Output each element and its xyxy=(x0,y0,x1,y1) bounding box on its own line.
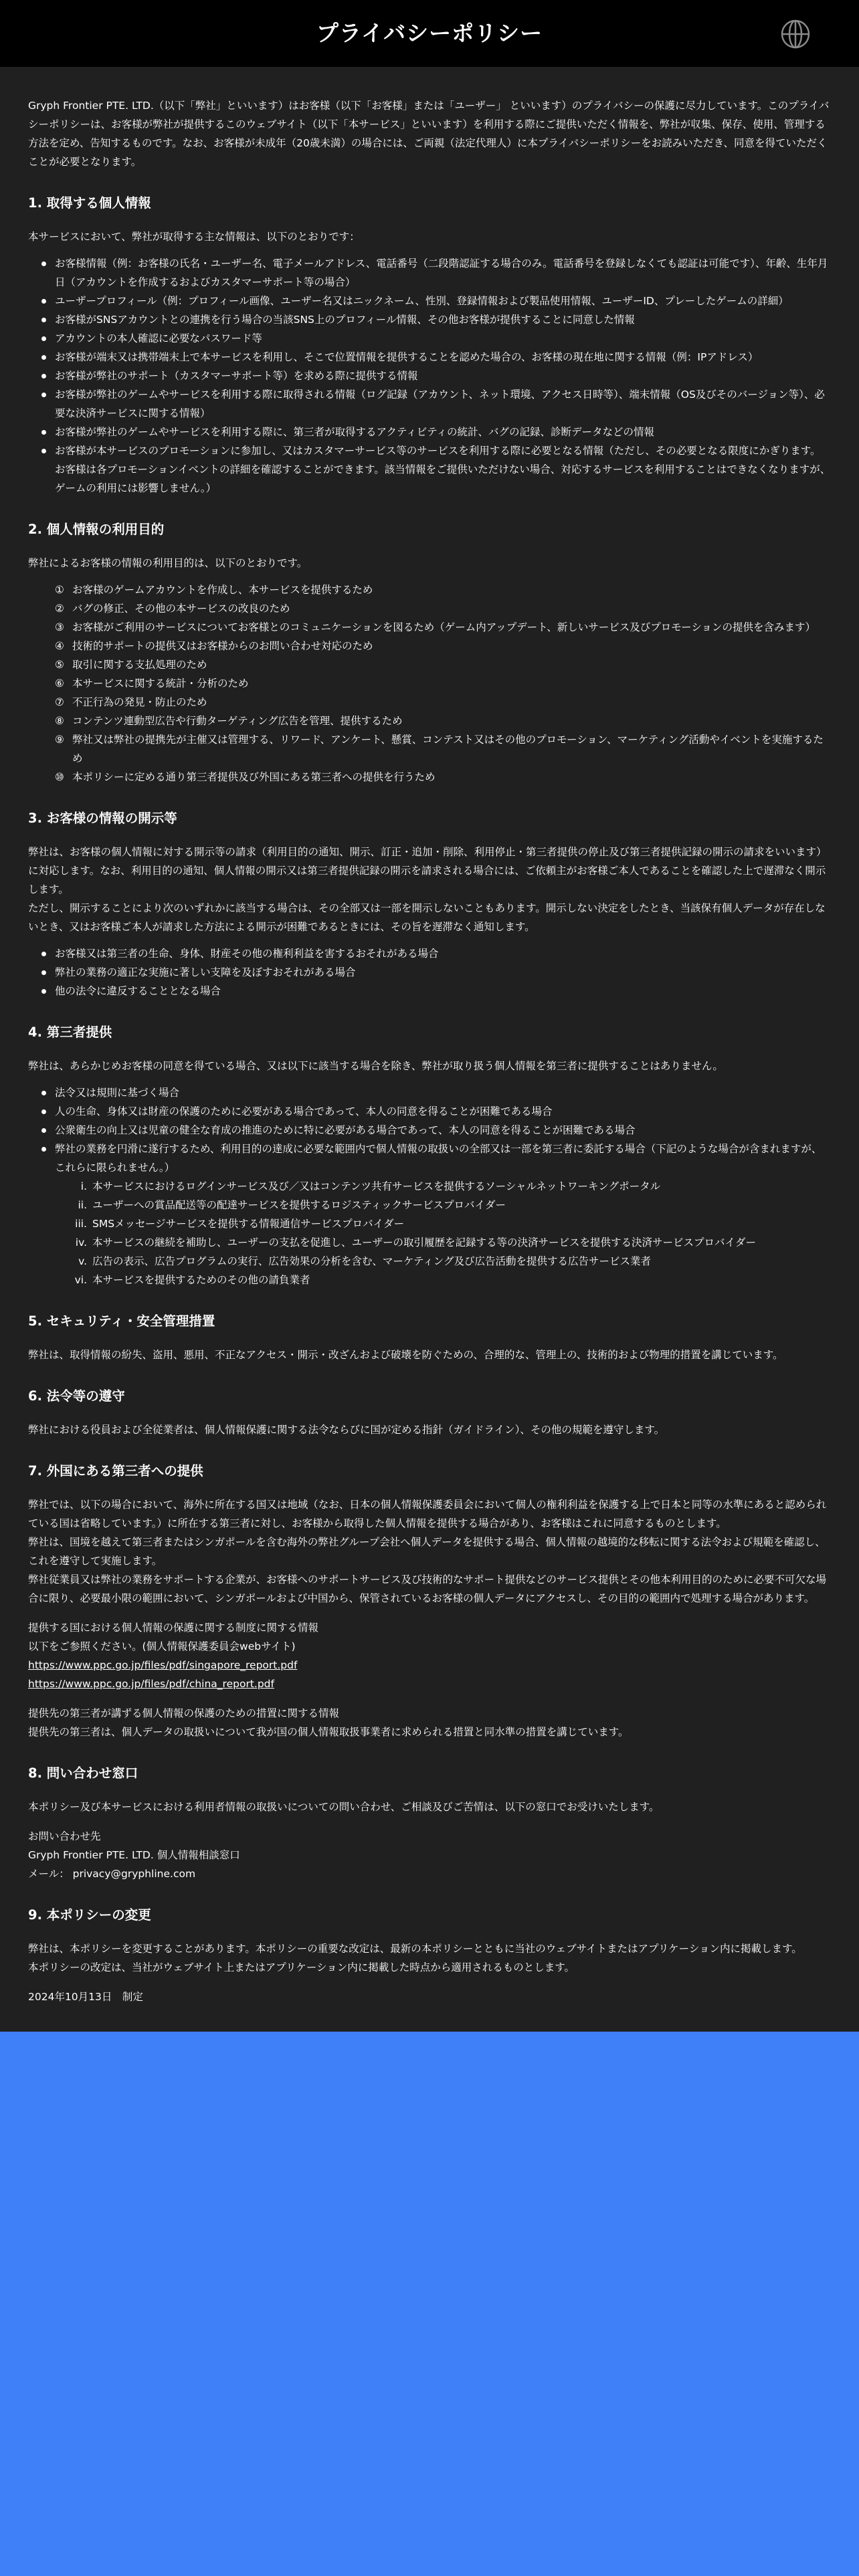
list-item: お客様が弊社のゲームやサービスを利用する際に、第三者が取得するアクティビティの統計、バグの記録、診断データなどの情報 xyxy=(55,423,831,441)
list-item xyxy=(55,1252,831,1271)
list-item: アカウントの本人確認に必要なパスワード等 xyxy=(55,329,831,348)
contact-company: Gryph Frontier PTE. LTD. 個人情報相談窓口 xyxy=(28,1849,240,1861)
list-marker: ① xyxy=(55,584,64,596)
list-item xyxy=(55,768,831,786)
list-item: お客様が弊社のゲームやサービスを利用する際に取得される情報（ログ記録（アカウント、ネット環境、アクセス日時等）、端末情報（OS及びそのバージョン等）、必要な決済サービスに関する情報） xyxy=(55,385,831,423)
section-7-paragraph: 提供先の第三者は、個人データの取扱いについて我が国の個人情報取扱事業者に求められる措置と同水準の措置を講じています。 xyxy=(28,1726,629,1738)
section-4-lead: 弊社は、あらかじめお客様の同意を得ている場合、又は以下に該当する場合を除き、弊社が取り扱う個人情報を第三者に提供することはありません。 xyxy=(28,1060,723,1072)
section-heading-8: 8. 問い合わせ窓口 xyxy=(28,1765,138,1781)
list-item-text: ユーザーへの賞品配送等の配達サービスを提供するロジスティックサービスプロバイダー xyxy=(92,1199,506,1211)
list-item-text: バグの修正、その他の本サービスの改良のため xyxy=(72,603,290,615)
list-item-text: 取引に関する支払処理のため xyxy=(72,659,207,671)
section-3-list xyxy=(28,944,831,1000)
section-5-text: 弊社は、取得情報の紛失、盗用、悪用、不正なアクセス・開示・改ざんおよび破壊を防ぐための、合理的な、管理上の、技術的および物理的措置を講じています。 xyxy=(28,1349,783,1361)
list-item: お客様又は第三者の生命、身体、財産その他の権利利益を害するおそれがある場合 xyxy=(55,944,831,963)
contact-label: お問い合わせ先 xyxy=(28,1830,101,1842)
section-heading-5: 5. セキュリティ・安全管理措置 xyxy=(28,1313,215,1329)
list-item-text: お客様のゲームアカウントを作成し、本サービスを提供するため xyxy=(72,584,373,596)
list-item-text: 本サービスを提供するためのその他の請負業者 xyxy=(92,1274,310,1286)
list-marker: v. xyxy=(78,1255,87,1267)
list-item xyxy=(55,1233,831,1252)
list-marker: vi. xyxy=(74,1274,87,1286)
section-7-paragraph: 提供する国における個人情報の保護に関する制度に関する情報 xyxy=(28,1622,319,1634)
globe-icon[interactable] xyxy=(780,19,811,49)
list-marker: ③ xyxy=(55,621,64,633)
list-item: 法令又は規則に基づく場合 xyxy=(55,1083,831,1102)
list-item xyxy=(55,1271,831,1289)
list-item: 弊社の業務の適正な実施に著しい支障を及ぼすおそれがある場合 xyxy=(55,963,831,982)
list-marker: ii. xyxy=(78,1199,87,1211)
list-item xyxy=(55,674,831,693)
section-9-paragraph: 本ポリシーの改定は、当社がウェブサイト上またはアプリケーション内に掲載した時点から適用されるものとします。 xyxy=(28,1961,575,1973)
list-item: 弊社の業務を円滑に遂行するため、利用目的の達成に必要な範囲内で個人情報の取扱いの全部又は一部を第三者に委託する場合（下記のような場合が含まれますが、これらに限られません。） xyxy=(55,1140,831,1177)
section-heading-2: 2. 個人情報の利用目的 xyxy=(28,522,165,537)
singapore-report-link[interactable]: https://www.ppc.go.jp/files/pdf/singapore_report.pdf xyxy=(28,1659,298,1671)
list-item xyxy=(55,1214,831,1233)
list-item-text: お客様がご利用のサービスについてお客様とのコミュニケーションを図るため（ゲーム内アップデート、新しいサービス及びプロモーションの提供を含みます） xyxy=(72,621,816,633)
list-item: ユーザープロフィール（例：プロフィール画像、ユーザー名又はニックネーム、性別、登録情報および製品使用情報、ユーザーID、プレーしたゲームの詳細） xyxy=(55,292,831,310)
list-item: お客様が弊社のサポート（カスタマーサポート等）を求める際に提供する情報 xyxy=(55,366,831,385)
list-marker: ② xyxy=(55,603,64,615)
list-item xyxy=(55,730,831,768)
enacted-date: 2024年10月13日 制定 xyxy=(28,1991,143,2003)
list-item-text: 不正行為の発見・防止のため xyxy=(72,696,207,708)
section-9-paragraph: 弊社は、本ポリシーを変更することがあります。本ポリシーの重要な改定は、最新の本ポリシーとともに当社のウェブサイトまたはアプリケーション内に掲載します。 xyxy=(28,1943,802,1955)
list-item: 人の生命、身体又は財産の保護のために必要がある場合であって、本人の同意を得ることが困難である場合 xyxy=(55,1102,831,1121)
list-marker: ⑦ xyxy=(55,696,64,708)
list-item-text: SMSメッセージサービスを提供する情報通信サービスプロバイダー xyxy=(92,1218,405,1230)
policy-content xyxy=(0,67,859,2032)
section-7-paragraph: 弊社は、国境を越えて第三者またはシンガポールを含む海外の弊社グループ会社へ個人データを提供する場合、個人情報の越境的な移転に関する法令および規範を確認し、これを遵守して実施します。 xyxy=(28,1536,826,1567)
section-heading-3: 3. お客様の情報の開示等 xyxy=(28,811,177,826)
list-item-text: 本サービスに関する統計・分析のため xyxy=(72,677,249,689)
section-heading-9: 9. 本ポリシーの変更 xyxy=(28,1907,151,1923)
intro-text: Gryph Frontier PTE. LTD.（以下「弊社」といいます）はお客様（以下「お客様」または「ユーザー」 といいます）のプライバシーの保護に尽力しています。このプライバシーポリシーは、お客様が弊社が提供するこのウェブサイト（以下「本サービス」といいます）を利用する際にご提供いただく情報を、弊社が収集、保存、使用、管理する方法を定め、告知するものです。なお、お客様が未成年（20歳未満）の場合には、ご両親（法定代理人）に本プライバシーポリシーをお読みいただき、同意を得ていただくことが必要となります。 xyxy=(28,100,830,168)
section-1-list xyxy=(28,254,831,498)
list-item: 公衆衛生の向上又は児童の健全な育成の推進のために特に必要がある場合であって、本人の同意を得ることが困難である場合 xyxy=(55,1121,831,1140)
section-6-text: 弊社における役員および全従業者は、個人情報保護に関する法令ならびに国が定める指針（ガイドライン）、その他の規範を遵守します。 xyxy=(28,1424,665,1436)
section-2-lead: 弊社によるお客様の情報の利用目的は、以下のとおりです。 xyxy=(28,557,308,569)
list-marker: iii. xyxy=(75,1218,87,1230)
section-7-paragraph: 弊社では、以下の場合において、海外に所在する国又は地域（なお、日本の個人情報保護委員会において個人の権利利益を保護する上で日本と同等の水準にあると認められている国は省略しています。）に所在する第三者に対し、お客様から取得した個人情報を提供する場合があり、お客様はこれに同意するものとします。 xyxy=(28,1499,827,1529)
list-item-text: 弊社又は弊社の提携先が主催又は管理する、リワード、アンケート、懸賞、コンテスト又はその他のプロモーション、マーケティング活動やイベントを実施するため xyxy=(72,734,824,764)
section-8-text: 本ポリシー及び本サービスにおける利用者情報の取扱いについての問い合わせ、ご相談及びご苦情は、以下の窓口でお受けいたします。 xyxy=(28,1801,660,1813)
list-marker: i. xyxy=(80,1180,87,1192)
list-marker: ⑥ xyxy=(55,677,64,689)
list-item xyxy=(55,618,831,637)
contact-email: メール： privacy@gryphline.com xyxy=(28,1868,196,1880)
list-item-text: 技術的サポートの提供又はお客様からのお問い合わせ対応のため xyxy=(72,640,373,652)
page-header xyxy=(0,0,859,67)
section-7-paragraph: 弊社従業員又は弊社の業務をサポートする企業が、お客様へのサポートサービス及び技術的なサポート提供などのサービス提供とその他本利用目的のために必要不可欠な場合に限り、必要最小限の範囲において、シンガポールおよび中国から、保管されているお客様の個人データにアクセスし、その目的の範囲内で処理する場合があります。 xyxy=(28,1574,827,1604)
section-3-paragraph: 弊社は、お客様の個人情報に対する開示等の請求（利用目的の通知、開示、訂正・追加・削除、利用停止・第三者提供の停止及び第三者提供記録の開示の請求をいいます）に対応します。なお、利用目的の通知、個人情報の開示又は第三者提供記録の開示を請求される場合には、ご依頼主がお客様ご本人であることを確認した上で遅滞なく開示します。 xyxy=(28,846,827,895)
section-heading-1: 1. 取得する個人情報 xyxy=(28,195,151,211)
list-marker: ⑩ xyxy=(55,771,64,783)
section-4-list xyxy=(28,1083,831,1177)
list-item: お客様情報（例：お客様の氏名・ユーザー名、電子メールアドレス、電話番号（二段階認証する場合のみ。電話番号を登録しなくても認証は可能です）、年齢、生年月日（アカウントを作成するおよびカスタマーサポート等の場合） xyxy=(55,254,831,292)
list-item: 他の法令に違反することとなる場合 xyxy=(55,982,831,1000)
list-marker: ⑧ xyxy=(55,715,64,727)
section-1-lead: 本サービスにおいて、弊社が取得する主な情報は、以下のとおりです： xyxy=(28,231,360,243)
list-item: お客様が本サービスのプロモーションに参加し、又はカスタマーサービス等のサービスを利用する際に必要となる情報（ただし、その必要となる限度にかぎります。お客様は各プロモーションイベントの詳細を確認することができます。該当情報をご提供いただけない場合、対応するサービスを利用することはできなくなりますが、ゲームの利用には影響しません。） xyxy=(55,441,831,498)
list-item xyxy=(55,1177,831,1196)
section-2-list xyxy=(28,580,831,786)
list-item-text: コンテンツ連動型広告や行動ターゲティング広告を管理、提供するため xyxy=(72,715,403,727)
list-item xyxy=(55,599,831,618)
section-7-paragraph: 提供先の第三者が講ずる個人情報の保護のための措置に関する情報 xyxy=(28,1707,340,1719)
list-item xyxy=(55,655,831,674)
list-item xyxy=(55,1196,831,1214)
china-report-link[interactable]: https://www.ppc.go.jp/files/pdf/china_report.pdf xyxy=(28,1678,274,1690)
list-item: お客様が端末又は携帯端末上で本サービスを利用し、そこで位置情報を提供することを認めた場合の、お客様の現在地に関する情報（例：IPアドレス） xyxy=(55,348,831,366)
list-item xyxy=(55,637,831,655)
list-item xyxy=(55,712,831,730)
list-item-text: 本ポリシーに定める通り第三者提供及び外国にある第三者への提供を行うため xyxy=(72,771,436,783)
list-marker: ⑨ xyxy=(55,734,64,746)
section-heading-6: 6. 法令等の遵守 xyxy=(28,1388,125,1404)
section-7-paragraph: 以下をご参照ください。(個人情報保護委員会webサイト) xyxy=(28,1640,296,1652)
section-heading-7: 7. 外国にある第三者への提供 xyxy=(28,1463,203,1479)
list-item-text: 本サービスにおけるログインサービス及び／又はコンテンツ共有サービスを提供するソーシャルネットワーキングポータル xyxy=(92,1180,661,1192)
list-item-text: 広告の表示、広告プログラムの実行、広告効果の分析を含む、マーケティング及び広告活動を提供する広告サービス業者 xyxy=(92,1255,651,1267)
list-marker: ⑤ xyxy=(55,659,64,671)
section-4-sublist xyxy=(28,1177,831,1289)
list-item xyxy=(55,580,831,599)
list-item xyxy=(55,693,831,712)
page-title: プライバシーポリシー xyxy=(316,20,543,46)
list-item-text: 本サービスの継続を補助し、ユーザーの支払を促進し、ユーザーの取引履歴を記録する等の決済サービスを提供する決済サービスプロバイダー xyxy=(92,1237,757,1249)
list-item: お客様がSNSアカウントとの連携を行う場合の当該SNS上のプロフィール情報、その他お客様が提供することに同意した情報 xyxy=(55,310,831,329)
list-marker: ④ xyxy=(55,640,64,652)
list-marker: iv. xyxy=(75,1237,87,1249)
section-heading-4: 4. 第三者提供 xyxy=(28,1025,112,1040)
section-3-paragraph: ただし、開示することにより次のいずれかに該当する場合は、その全部又は一部を開示しないこともあります。開示しない決定をしたとき、当該保有個人データが存在しないとき、又はお客様ご本人が請求した方法による開示が困難であるときには、その旨を遅滞なく通知します。 xyxy=(28,902,826,933)
